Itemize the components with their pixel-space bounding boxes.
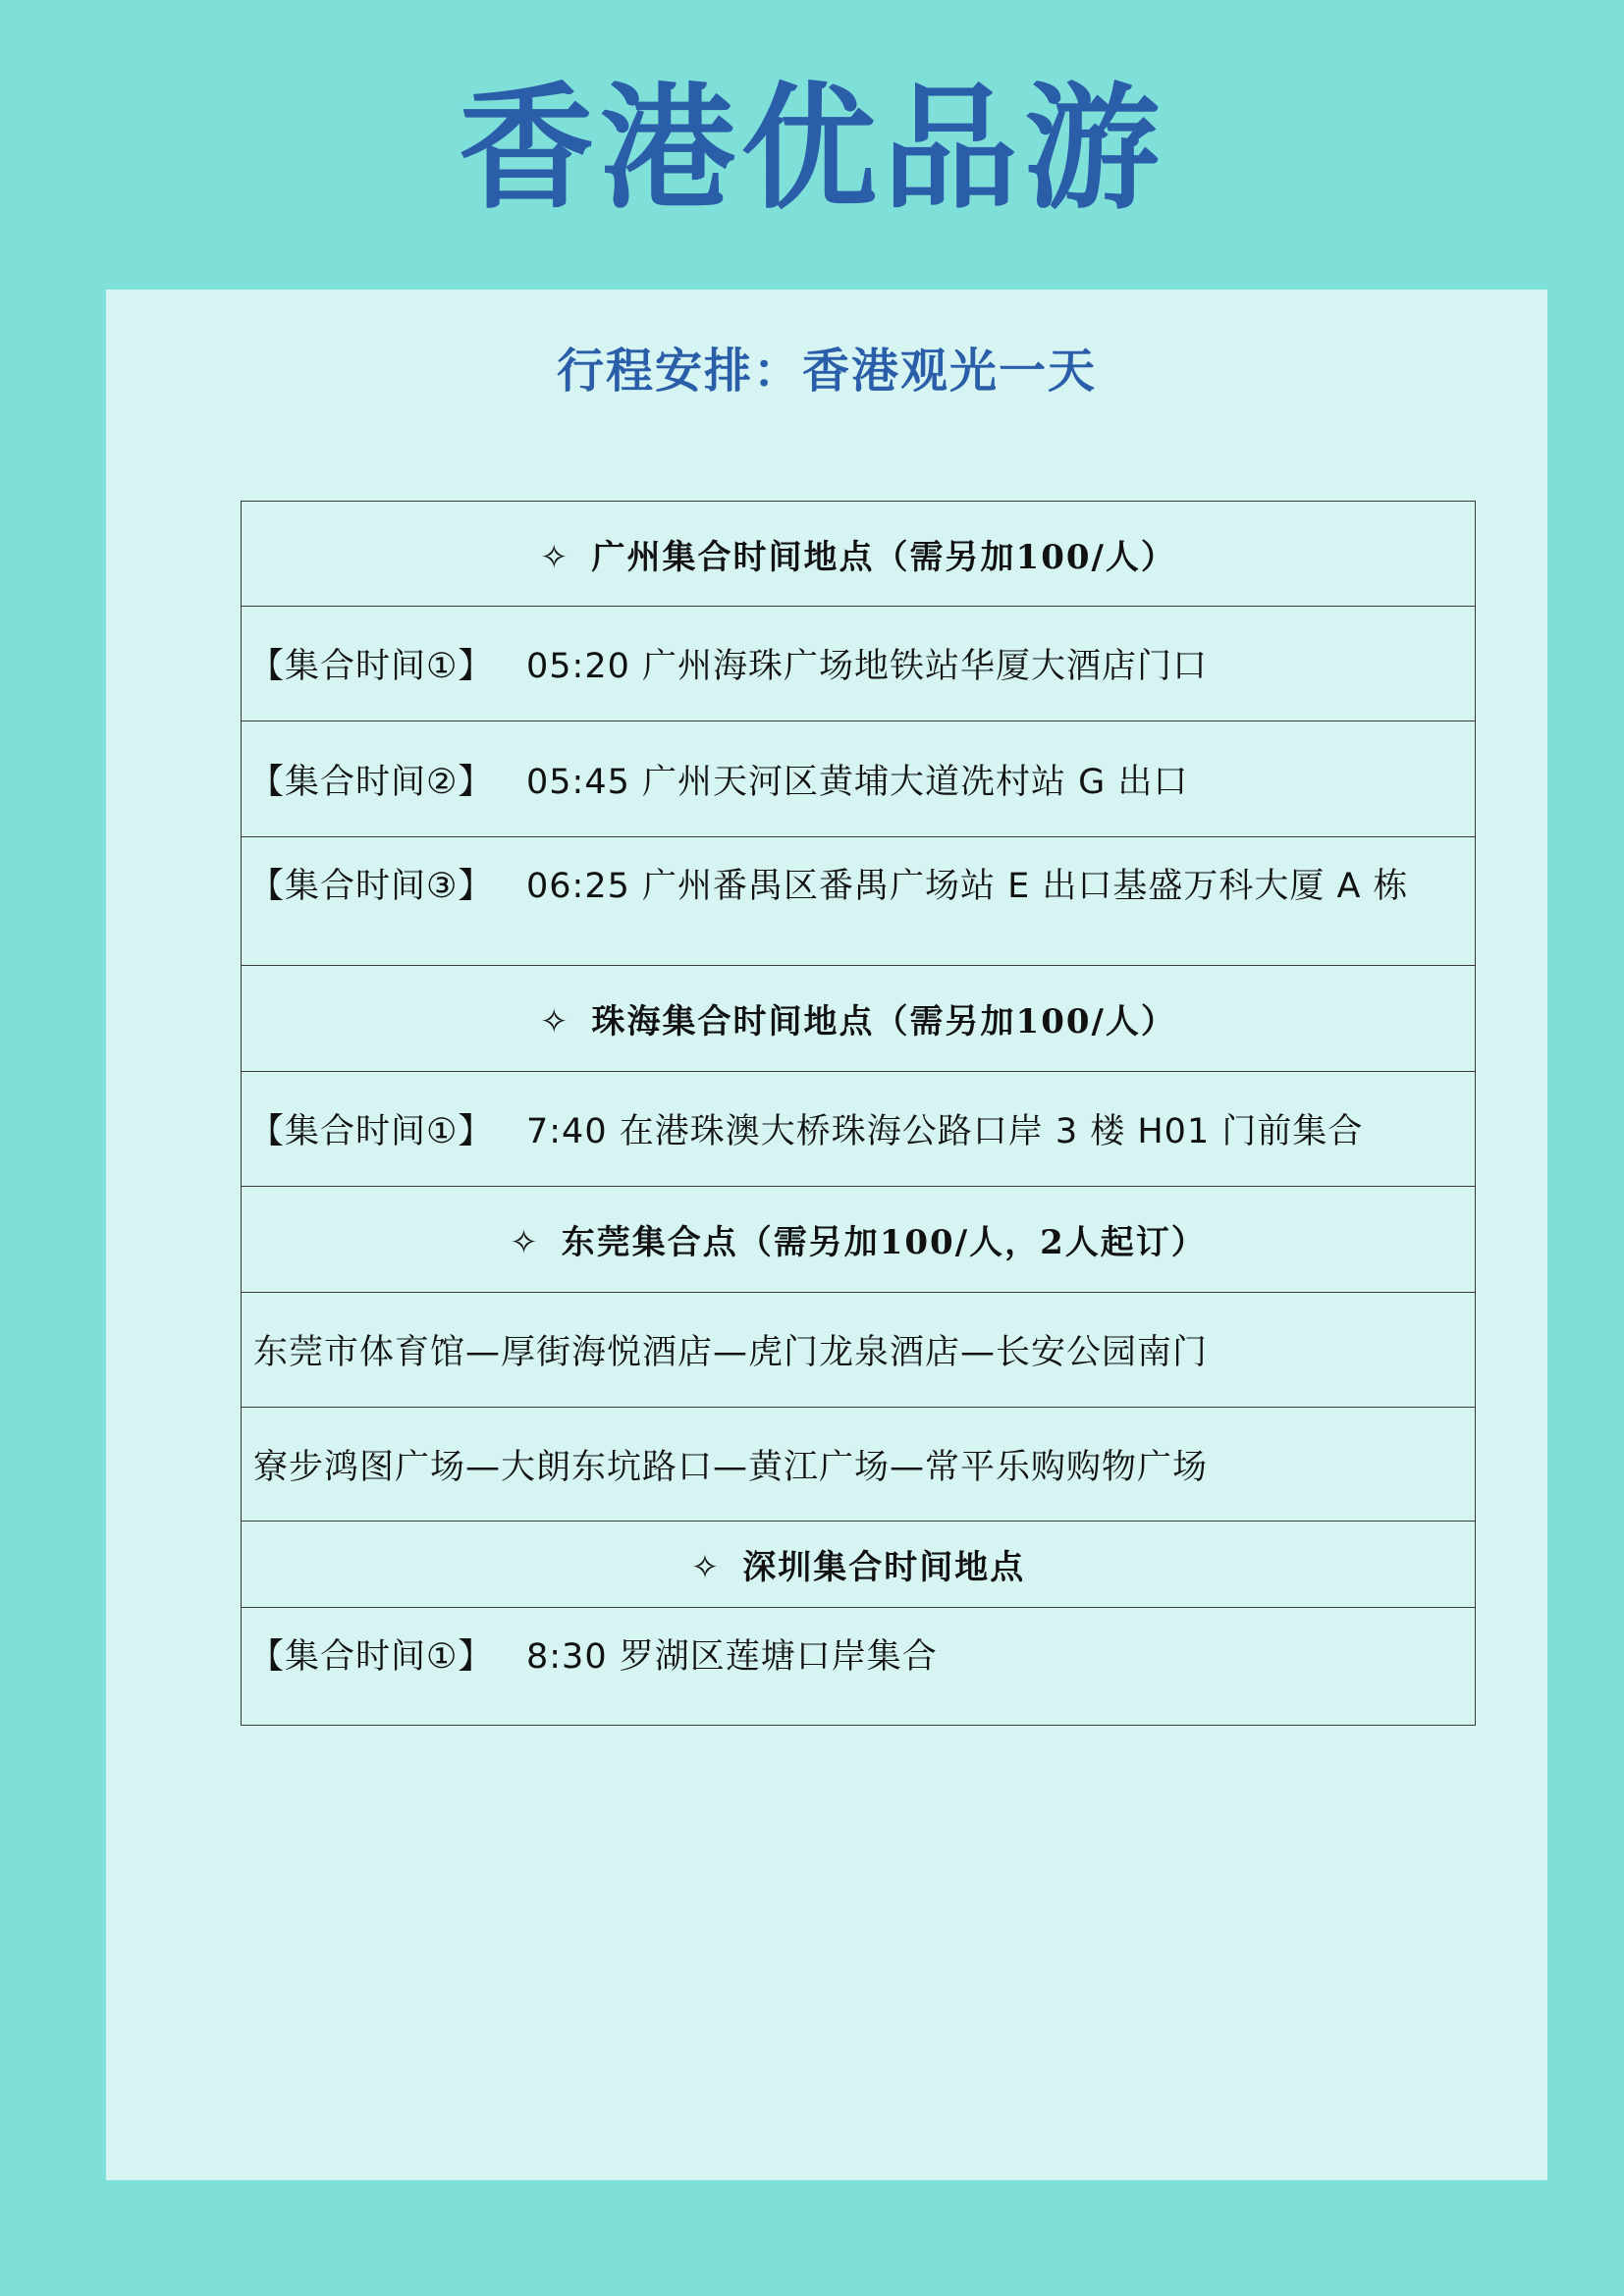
section-heading: 珠海集合时间地点（需另加100/人） xyxy=(591,1002,1176,1041)
section-header-shenzhen xyxy=(242,1522,1476,1608)
table-row xyxy=(242,1072,1476,1187)
star-icon: ✧ xyxy=(510,1223,540,1262)
route-text: 东莞市体育馆—厚街海悦酒店—虎门龙泉酒店—长安公园南门 xyxy=(253,1333,1209,1372)
table-row xyxy=(242,837,1476,966)
itinerary-subtitle: 行程安排：香港观光一天 xyxy=(556,344,1097,399)
slot-label: 【集合时间③】 xyxy=(249,867,494,906)
table-row xyxy=(242,1293,1476,1408)
meeting-points-table xyxy=(241,501,1476,1726)
content-panel xyxy=(106,290,1547,2180)
section-heading: 东莞集合点（需另加100/人，2人起订） xyxy=(561,1223,1207,1262)
star-icon: ✧ xyxy=(690,1548,722,1587)
star-icon: ✧ xyxy=(540,537,570,577)
slot-label: 【集合时间②】 xyxy=(249,762,494,802)
slot-text: 8:30 罗湖区莲塘口岸集合 xyxy=(526,1637,938,1677)
slot-text: 06:25 广州番禺区番禺广场站 E 出口基盛万科大厦 A 栋 xyxy=(526,867,1409,906)
page-title: 香港优品游 xyxy=(458,70,1165,228)
slot-label: 【集合时间①】 xyxy=(249,1637,494,1677)
slot-text: 7:40 在港珠澳大桥珠海公路口岸 3 楼 H01 门前集合 xyxy=(526,1112,1364,1151)
table-row xyxy=(242,607,1476,721)
table-row xyxy=(242,1408,1476,1522)
star-icon: ✧ xyxy=(540,1002,570,1041)
section-header-guangzhou xyxy=(242,502,1476,607)
slot-label: 【集合时间①】 xyxy=(249,647,494,686)
slot-label: 【集合时间①】 xyxy=(249,1112,494,1151)
section-header-dongguan xyxy=(242,1187,1476,1293)
table-row xyxy=(242,1608,1476,1726)
slot-text: 05:45 广州天河区黄埔大道冼村站 G 出口 xyxy=(526,762,1189,802)
route-text: 寮步鸿图广场—大朗东坑路口—黄江广场—常平乐购购物广场 xyxy=(253,1447,1209,1487)
section-heading: 深圳集合时间地点 xyxy=(742,1548,1026,1587)
section-header-zhuhai xyxy=(242,966,1476,1072)
slot-text: 05:20 广州海珠广场地铁站华厦大酒店门口 xyxy=(526,647,1208,686)
table-row xyxy=(242,721,1476,837)
section-heading: 广州集合时间地点（需另加100/人） xyxy=(591,537,1176,577)
